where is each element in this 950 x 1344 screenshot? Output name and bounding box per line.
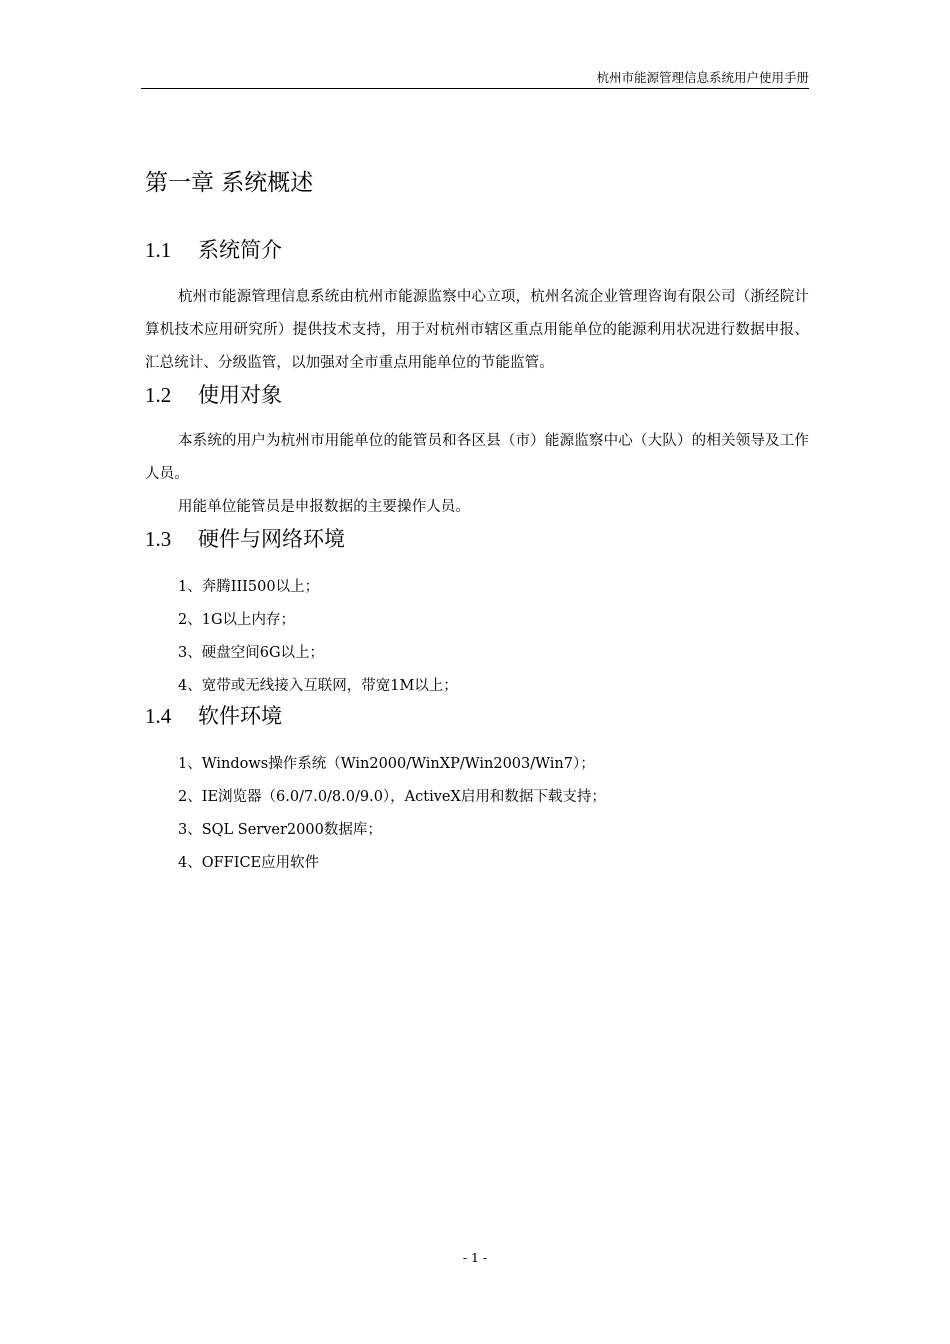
section-number: 1.3 xyxy=(145,527,172,551)
running-header: 杭州市能源管理信息系统用户使用手册 xyxy=(596,70,809,85)
list-item: 3、SQL Server2000数据库； xyxy=(178,822,382,838)
list-item: 1、奔腾III500以上； xyxy=(178,579,320,595)
section-number: 1.1 xyxy=(145,238,172,262)
list-item: 2、IE浏览器（6.0/7.0/8.0/9.0），ActiveX启用和数据下载支持； xyxy=(178,789,606,805)
list-item: 4、OFFICE应用软件 xyxy=(178,855,320,871)
section-number: 1.2 xyxy=(145,383,172,407)
paragraph-operators: 用能单位能管员是申报数据的主要操作人员。 xyxy=(178,499,470,515)
paragraph-system-intro: 杭州市能源管理信息系统由杭州市能源监察中心立项，杭州名流企业管理咨询有限公司（浙经院计算机技术应用研究所）提供技术支持，用于对杭州市辖区重点用能单位的能源利用状况进行数据申报、汇总统计、分级监管，以加强对全市重点用能单位的节能监管。 xyxy=(145,289,809,371)
section-heading-1-1 xyxy=(145,236,282,264)
list-item: 2、1G以上内存； xyxy=(178,612,296,628)
section-heading-1-2 xyxy=(145,381,282,409)
section-title: 系统简介 xyxy=(198,238,282,262)
chapter-title: 第一章 系统概述 xyxy=(145,170,314,196)
paragraph-users: 本系统的用户为杭州市用能单位的能管员和各区县（市）能源监察中心（大队）的相关领导及工作人员。 xyxy=(145,433,809,482)
section-heading-1-4 xyxy=(145,702,282,730)
section-title: 软件环境 xyxy=(198,704,282,728)
section-title: 硬件与网络环境 xyxy=(198,527,345,551)
list-item: 1、Windows操作系统（Win2000/WinXP/Win2003/Win7）； xyxy=(178,756,595,772)
list-item: 4、宽带或无线接入互联网，带宽1M以上； xyxy=(178,678,458,694)
section-heading-1-3 xyxy=(145,525,345,553)
section-number: 1.4 xyxy=(145,704,172,728)
header-rule xyxy=(141,88,809,89)
list-item: 3、硬盘空间6G以上； xyxy=(178,645,325,661)
page-number: - 1 - xyxy=(462,1250,488,1265)
section-title: 使用对象 xyxy=(198,383,282,407)
